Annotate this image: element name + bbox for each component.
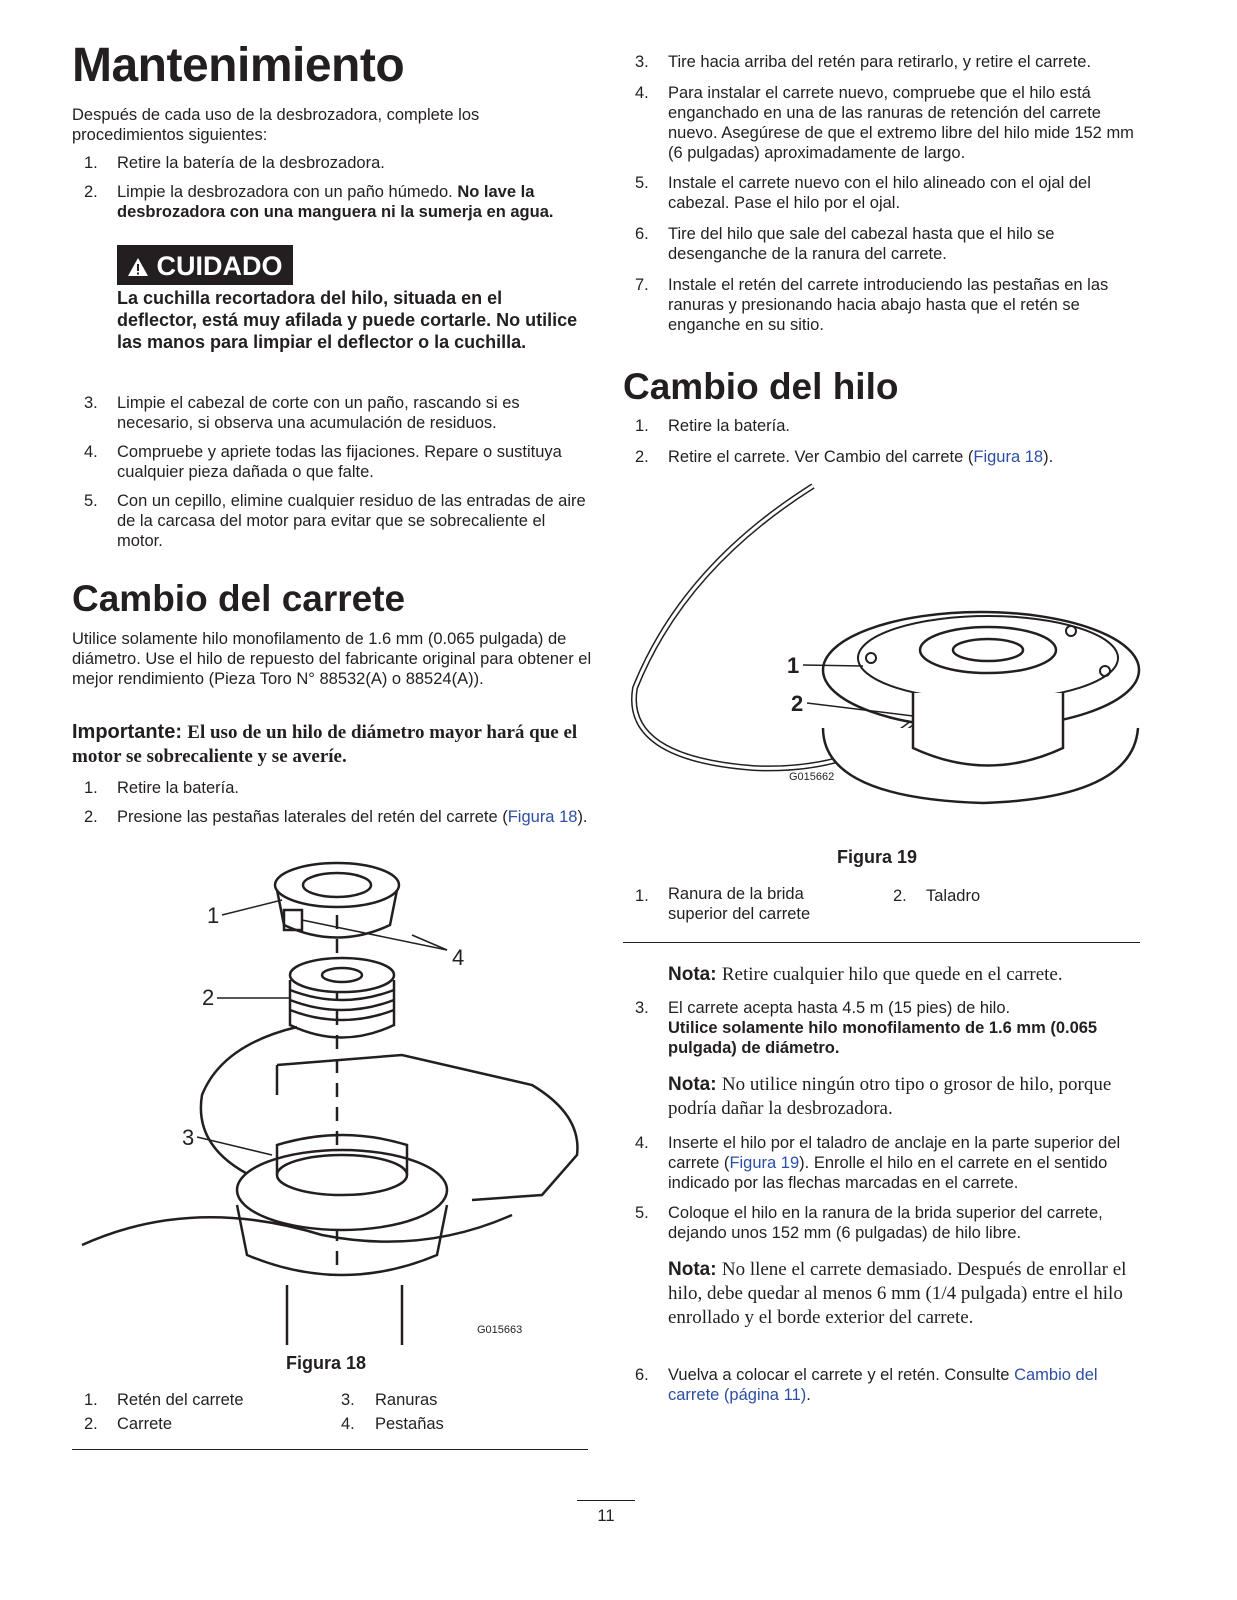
- figure-code: G015662: [789, 771, 835, 783]
- divider: [623, 942, 1140, 943]
- figure-18-title: Figura 18: [286, 1353, 367, 1373]
- list-item: 2. Retire el carrete. Ver Cambio del carrete (Figura 18).: [635, 448, 1054, 466]
- page-number: 11: [597, 1507, 615, 1525]
- figure-link[interactable]: Figura 19: [729, 1154, 800, 1172]
- figure-19-title: Figura 19: [837, 847, 918, 867]
- list-item: 7. Instale el retén del carrete introduciendo las pestañas en las ranuras y presionando hacia abajo hasta que el retén se enganche en su sitio.: [635, 276, 1109, 334]
- list-item: 5. Instale el carrete nuevo con el hilo alineado con el ojal del cabezal. Pase el hilo por el ojal.: [635, 174, 1091, 212]
- legend-item: 2. Carrete: [84, 1415, 173, 1433]
- divider: [72, 1449, 588, 1450]
- list-item: 4. Compruebe y apriete todas las fijaciones. Repare o sustituya cualquier pieza dañada o que falte.: [84, 443, 562, 481]
- figure-18-illustration: [72, 855, 592, 1345]
- figure-code: G015663: [477, 1324, 523, 1336]
- important-text: El uso de un hilo de diámetro mayor hará que el motor se sobrecaliente y se averíe.: [72, 722, 578, 767]
- legend-item: 3. Ranuras: [341, 1391, 438, 1409]
- callout-1: 1: [787, 653, 800, 678]
- list-item: 6. Vuelva a colocar el carrete y el retén. Consulte Cambio del carrete (página 11).: [635, 1366, 1098, 1404]
- list-item: 3. Limpie el cabezal de corte con un paño, rascando si es necesario, si observa una acumulación de residuos.: [84, 394, 520, 432]
- caution-banner: [117, 245, 293, 285]
- note: Nota: Retire cualquier hilo que quede en el carrete.: [668, 964, 1063, 985]
- list-item: 3. Tire hacia arriba del retén para retirarlo, y retire el carrete.: [635, 53, 1092, 71]
- note: Nota: No llene el carrete demasiado. Después de enrollar el hilo, debe quedar al menos 6 mm (1/4 pulgada) entre el hilo enrollado y el borde exterior del carrete.: [668, 1259, 1127, 1328]
- legend-item: 2. Taladro: [893, 887, 981, 905]
- warning-triangle-icon: [127, 251, 157, 281]
- list-item: 4. Para instalar el carrete nuevo, compruebe que el hilo está enganchado en una de las ranuras de retención del carrete nuevo. Asegúrese de que el extremo libre del hilo mide 152 mm (6 pulgadas) aproximadamente de largo.: [635, 84, 1134, 162]
- list-item: 2. Presione las pestañas laterales del retén del carrete (Figura 18).: [84, 808, 588, 826]
- important-label: Importante:: [72, 721, 182, 743]
- section-intro: Utilice solamente hilo monofilamento de 1.6 mm (0.065 pulgada) de diámetro. Use el hilo de repuesto del fabricante original para obtener el mejor rendimiento (Pieza Toro N° 88532(A) o 88524(A)).: [72, 630, 592, 688]
- callout-1: 1: [207, 903, 220, 928]
- figure-link[interactable]: Figura 18: [507, 808, 578, 826]
- section-title-cambio-carrete: Cambio del carrete: [72, 578, 406, 619]
- list-item: 5. Coloque el hilo en la ranura de la brida superior del carrete, dejando unos 152 mm (6 pulgadas) de hilo libre.: [635, 1204, 1103, 1242]
- callout-4: 4: [452, 945, 465, 970]
- list-item: 4. Inserte el hilo por el taladro de anclaje en la parte superior del carrete (Figura 19). Enrolle el hilo en el carrete en el sentido indicado por las flechas marcadas en el carrete.: [635, 1134, 1121, 1192]
- list-item: 6. Tire del hilo que sale del cabezal hasta que el hilo se desenganche de la ranura del carrete.: [635, 225, 1055, 263]
- section-link[interactable]: Cambio del carrete (página 11): [668, 1366, 1098, 1404]
- footer-rule: [577, 1500, 635, 1501]
- list-item: 1. Retire la batería de la desbrozadora.: [84, 154, 385, 172]
- caution-text: La cuchilla recortadora del hilo, situada en el deflector, está muy afilada y puede cortarle. No utilice las manos para limpiar el deflector o la cuchilla.: [117, 288, 578, 352]
- list-item: 3. El carrete acepta hasta 4.5 m (15 pies) de hilo. Utilice solamente hilo monofilamento de 1.6 mm (0.065 pulgada) de diámetro.: [635, 999, 1098, 1057]
- note: Nota: No utilice ningún otro tipo o grosor de hilo, porque podría dañar la desbrozadora.: [668, 1074, 1112, 1119]
- figure-link[interactable]: Figura 18: [973, 448, 1044, 466]
- figure-19-illustration: [623, 478, 1143, 823]
- callout-2: 2: [791, 691, 804, 716]
- legend-item: 1. Retén del carrete: [84, 1391, 244, 1409]
- page-title: Mantenimiento: [72, 39, 405, 92]
- list-item: 5. Con un cepillo, elimine cualquier residuo de las entradas de aire de la carcasa del motor para evitar que se sobrecaliente el motor.: [84, 492, 586, 550]
- callout-2: 2: [202, 985, 215, 1010]
- warning-bold-text: No lave la desbrozadora con una manguera ni la sumerja en agua.: [117, 183, 554, 221]
- important-note: [72, 720, 592, 769]
- intro-paragraph: Después de cada uso de la desbrozadora, complete los procedimientos siguientes:: [72, 106, 480, 144]
- section-title-cambio-hilo: Cambio del hilo: [623, 366, 899, 407]
- list-item: 2. Limpie la desbrozadora con un paño húmedo. No lave la desbrozadora con una manguera ni la sumerja en agua.: [84, 183, 554, 221]
- legend-item: 1. Ranura de la brida superior del carrete: [635, 885, 811, 923]
- legend-item: 4. Pestañas: [341, 1415, 444, 1433]
- list-item: 1. Retire la batería.: [635, 417, 790, 435]
- callout-3: 3: [182, 1125, 195, 1150]
- list-item: 1. Retire la batería.: [84, 779, 239, 797]
- caution-label: CUIDADO: [156, 251, 283, 281]
